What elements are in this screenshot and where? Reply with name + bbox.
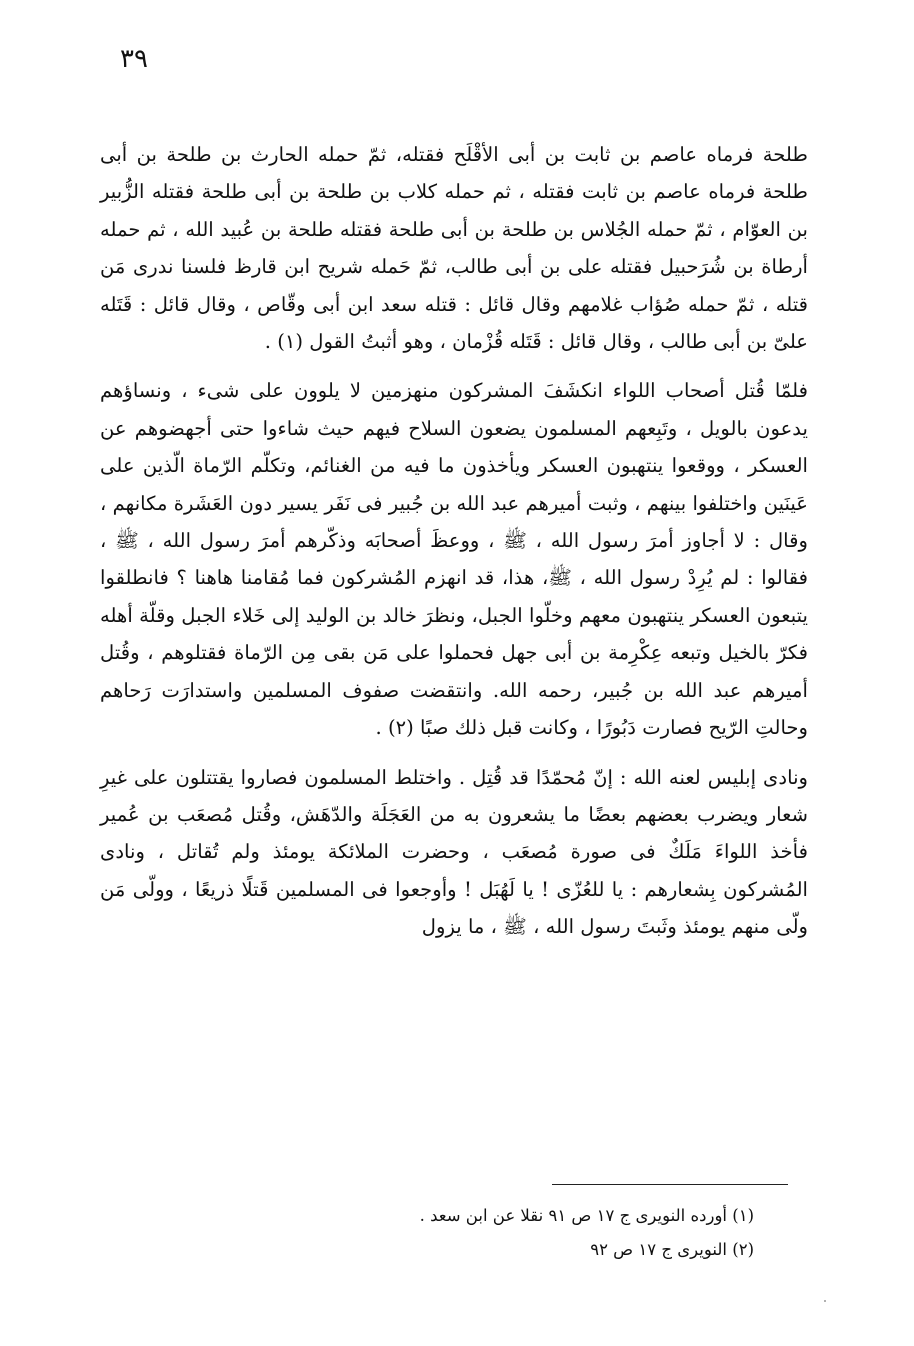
scan-speck bbox=[824, 1300, 826, 1302]
footnote-2: (٢) النويرى ج ١٧ ص ٩٢ bbox=[590, 1240, 754, 1259]
paragraph-3: ونادى إبليس لعنه الله : إنّ مُحمّدًا قد قُتِل . واختلط المسلمون فصاروا يقتتلون على غيرِ شعار ويضرب بعضهم بعضًا ما يشعرون به من العَجَلَة والدّهَش، وقُتل مُصعَب بن عُمير فأخذ اللواءَ مَلَكٌ فى صورة مُصعَب ، وحضرت الملائكة يومئذ ولم تُقاتل ، ونادى المُشركون بِشعارهم : يا للعُزّى ! يا لَهُبَل ! وأوجعوا فى المسلمين قَتلًا ذريعًا ، وولّى مَن ولّى منهم يومئذ وثَبتَ رسول الله ، ﷺ ، ما يزول bbox=[100, 765, 808, 939]
page-number: ٣٩ bbox=[120, 44, 148, 74]
footnote-divider bbox=[552, 1184, 788, 1185]
paragraph-1: طلحة فرماه عاصم بن ثابت بن أبى الأقْلَح فقتله، ثمّ حمله الحارث بن طلحة بن أبى طلحة فرماه عاصم بن ثابت فقتله ، ثم حمله كلاب بن طلحة بن أبى طلحة فقتله الزُّبير بن العوّام ، ثمّ حمله الجُلاس بن طلحة بن أبى طلحة فقتله طلحة بن عُبيد الله ، ثم حمله أرطاة بن شُرَحبيل فقتله على بن أبى طالب، ثمّ حَمله شريح ابن قارظ فلسنا ندرى مَن قتله ، ثمّ حمله صُؤاب غلامهم وقال قائل : قتله سعد ابن أبى وقّاص ، وقال قائل : قَتَله علىّ بن أبى طالب ، وقال قائل : قَتَله قُزْمان ، وهو أثبتُ القول (١) . bbox=[100, 143, 808, 354]
main-text bbox=[100, 136, 808, 946]
footnote-1: (١) أورده النويرى ج ١٧ ص ٩١ نقلا عن ابن سعد . bbox=[419, 1206, 754, 1225]
paragraph-2: فلمّا قُتل أصحاب اللواء انكشَفَ المشركون منهزمين لا يلوون على شىء ، ونساؤهم يدعون بالويل ، وتَبِعهم المسلمون يضعون السلاح فيهم حيث شاءوا حتى أجهضوهم عن العسكر ، ووقعوا ينتهبون العسكر ويأخذون ما فيه من الغنائم، وتكلّم الرّماة الّذين على عَينَين واختلفوا بينهم ، وثبت أميرهم عبد الله بن جُبير فى نَفَر يسير دون العَشَرة مكانهم ، وقال : لا أجاوز أمرَ رسول الله ، ﷺ ، ووعظَ أصحابَه وذكّرهم أمرَ رسول الله ، ﷺ ، فقالوا : لم يُرِدْ رسول الله ، ﷺ، هذا، قد انهزم المُشركون فما مُقامنا هاهنا ؟ فانطلقوا يتبعون العسكر ينتهبون معهم وخلّوا الجبل، ونظرَ خالد بن الوليد إلى خَلاء الجبل وقلّة أهله فكرّ بالخيل وتبعه عِكْرِمة بن أبى جهل فحملوا على مَن بقى مِن الرّماة فقتلوهم ، وقُتل أميرهم عبد الله بن جُبير، رحمه الله. وانتقضت صفوف المسلمين واستدارَت رَحاهم وحالتِ الرّيح فصارت دَبُورًا ، وكانت قبل ذلك صبًا (٢) . bbox=[100, 379, 808, 740]
